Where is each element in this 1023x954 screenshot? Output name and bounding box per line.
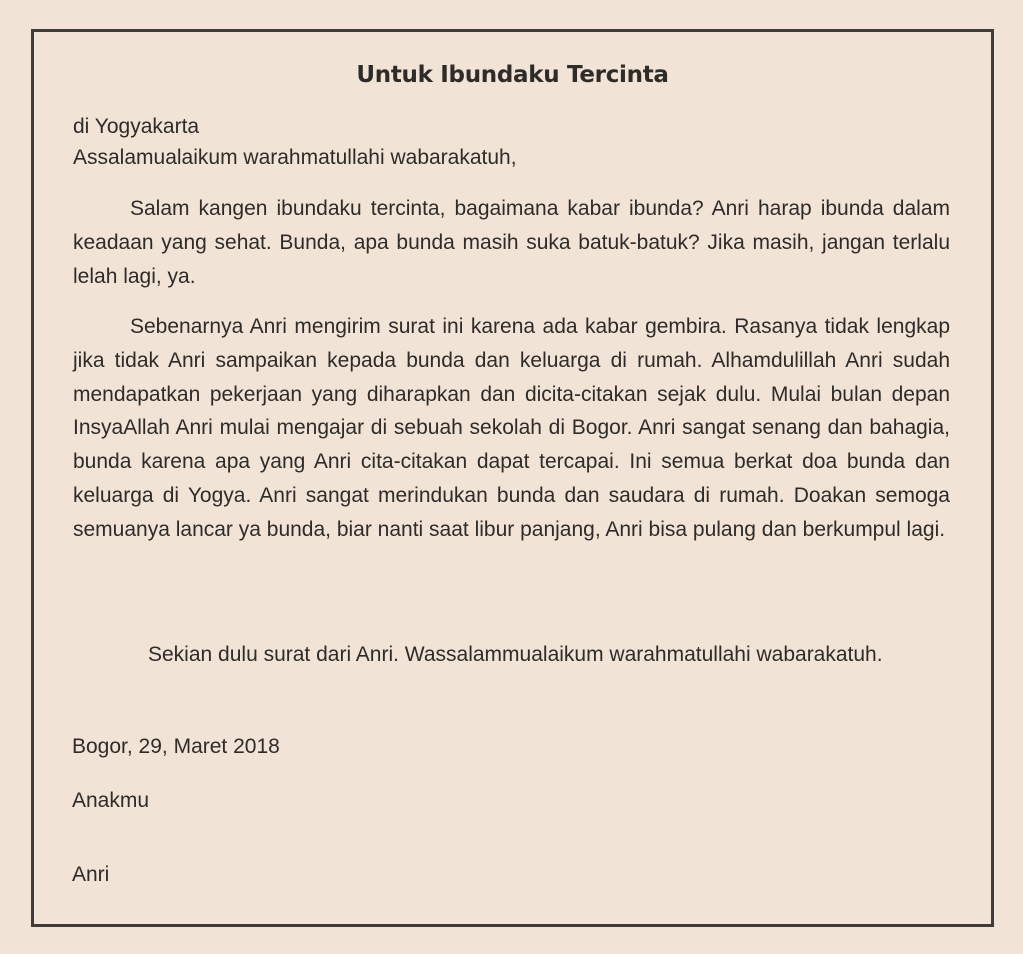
letter-title: Untuk Ibundaku Tercinta: [356, 62, 669, 88]
location-line: di Yogyakarta: [73, 115, 200, 138]
paragraph-1: [73, 192, 950, 294]
paragraph-3-text: Sekian dulu surat dari Anri. Wassalammualaikum warahmatullahi wabarakatuh.: [148, 643, 883, 666]
paragraph-2: [73, 310, 950, 547]
greeting: Assalamualaikum warahmatullahi wabarakatuh,: [73, 146, 517, 169]
closing: Anakmu: [72, 789, 150, 812]
place-date: Bogor, 29, Maret 2018: [72, 735, 280, 758]
paragraph-3: [91, 638, 965, 672]
paragraph-2-text: Sebenarnya Anri mengirim surat ini karena ada kabar gembira. Rasanya tidak lengkap jika tidak Anri sampaikan kepada bunda dan keluarga di rumah. Alhamdulillah Anri sudah mendapatkan pekerjaan yang diharapkan dan dicita-citakan sejak dulu. Mulai bulan depan InsyaAllah Anri mulai mengajar di sebuah sekolah di Bogor. Anri sangat senang dan bahagia, bunda karena apa yang Anri cita-citakan dapat tercapai. Ini semua berkat doa bunda dan keluarga di Yogya. Anri sangat merindukan bunda dan saudara di rumah. Doakan semoga semuanya lancar ya bunda, biar nanti saat libur panjang, Anri bisa pulang dan berkumpul lagi.: [73, 315, 950, 541]
signature: Anri: [72, 863, 110, 886]
paragraph-1-text: Salam kangen ibundaku tercinta, bagaimana kabar ibunda? Anri harap ibunda dalam keadaan yang sehat. Bunda, apa bunda masih suka batuk-batuk? Jika masih, jangan terlalu lelah lagi, ya.: [73, 197, 950, 288]
